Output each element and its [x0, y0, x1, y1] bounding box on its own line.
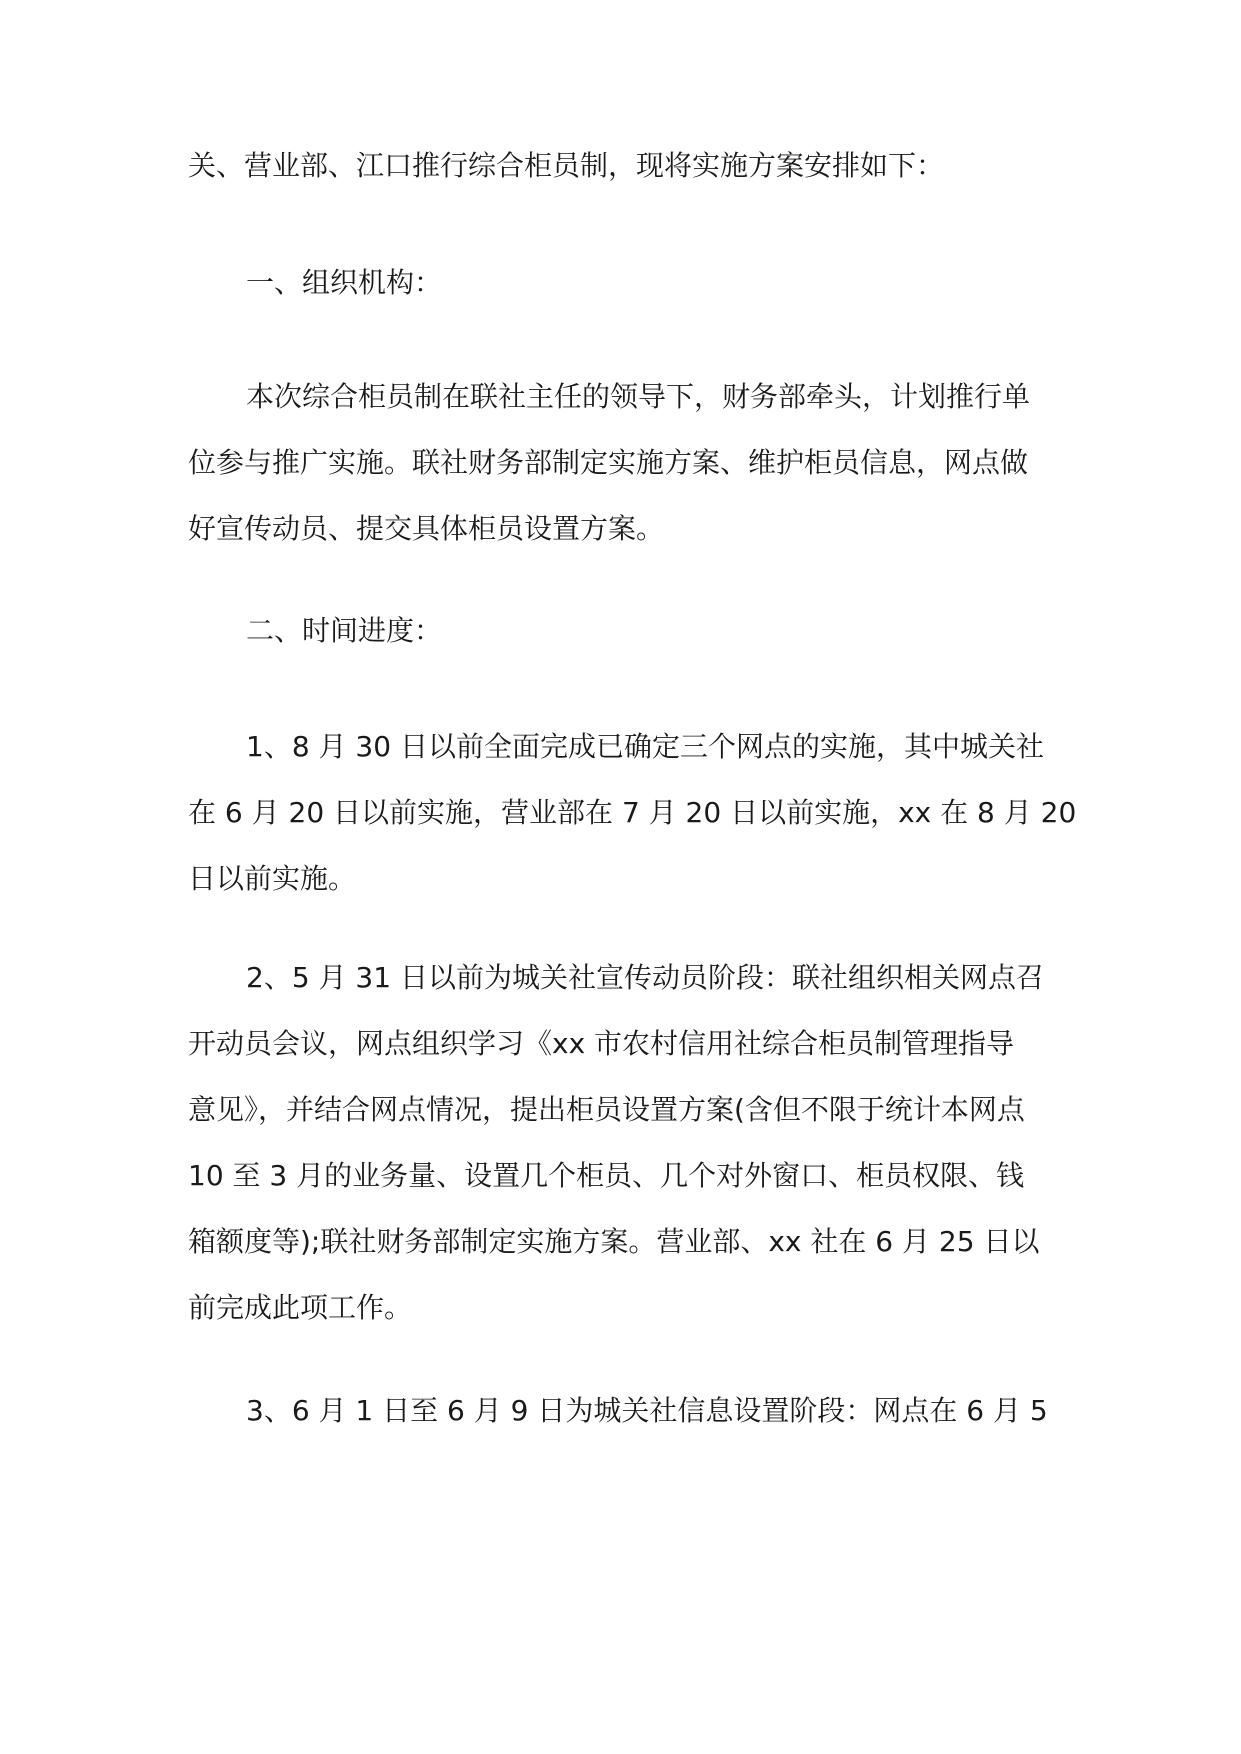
- paragraph-item-1: [188, 714, 1077, 912]
- heading-organization: [188, 250, 1060, 316]
- paragraph-item-2: [188, 945, 1060, 1341]
- text-line: 一、组织机构：: [246, 266, 443, 299]
- text-line: 二、时间进度：: [246, 614, 443, 647]
- text-line: 3、6 月 1 日至 6 月 9 日为城关社信息设置阶段：网点在 6 月 5: [246, 1394, 1048, 1427]
- text-line: 日以前实施。: [188, 862, 357, 895]
- text-line: 意见》，并结合网点情况，提出柜员设置方案(含但不限于统计本网点: [188, 1093, 1025, 1126]
- paragraph-item-3: [188, 1378, 1060, 1444]
- text-line: 关、营业部、江口推行综合柜员制，现将实施方案安排如下：: [188, 149, 945, 182]
- heading-schedule: [188, 598, 1060, 664]
- text-line: 在 6 月 20 日以前实施，营业部在 7 月 20 日以前实施，xx 在 8 月 20: [188, 796, 1077, 829]
- text-line: 10 至 3 月的业务量、设置几个柜员、几个对外窗口、柜员权限、钱: [188, 1159, 1025, 1192]
- text-line: 开动员会议，网点组织学习《xx 市农村信用社综合柜员制管理指导: [188, 1027, 1015, 1060]
- text-line: 箱额度等);联社财务部制定实施方案。营业部、xx 社在 6 月 25 日以: [188, 1225, 1040, 1258]
- text-line: 本次综合柜员制在联社主任的领导下，财务部牵头，计划推行单: [246, 380, 1031, 413]
- text-line: 前完成此项工作。: [188, 1291, 413, 1324]
- paragraph-intro: [188, 133, 1060, 199]
- text-line: 位参与推广实施。联社财务部制定实施方案、维护柜员信息，网点做: [188, 446, 1029, 479]
- text-line: 1、8 月 30 日以前全面完成已确定三个网点的实施，其中城关社: [246, 730, 1044, 763]
- text-line: 好宣传动员、提交具体柜员设置方案。: [188, 512, 665, 545]
- text-line: 2、5 月 31 日以前为城关社宣传动员阶段：联社组织相关网点召: [246, 961, 1044, 994]
- paragraph-organization: [188, 364, 1060, 562]
